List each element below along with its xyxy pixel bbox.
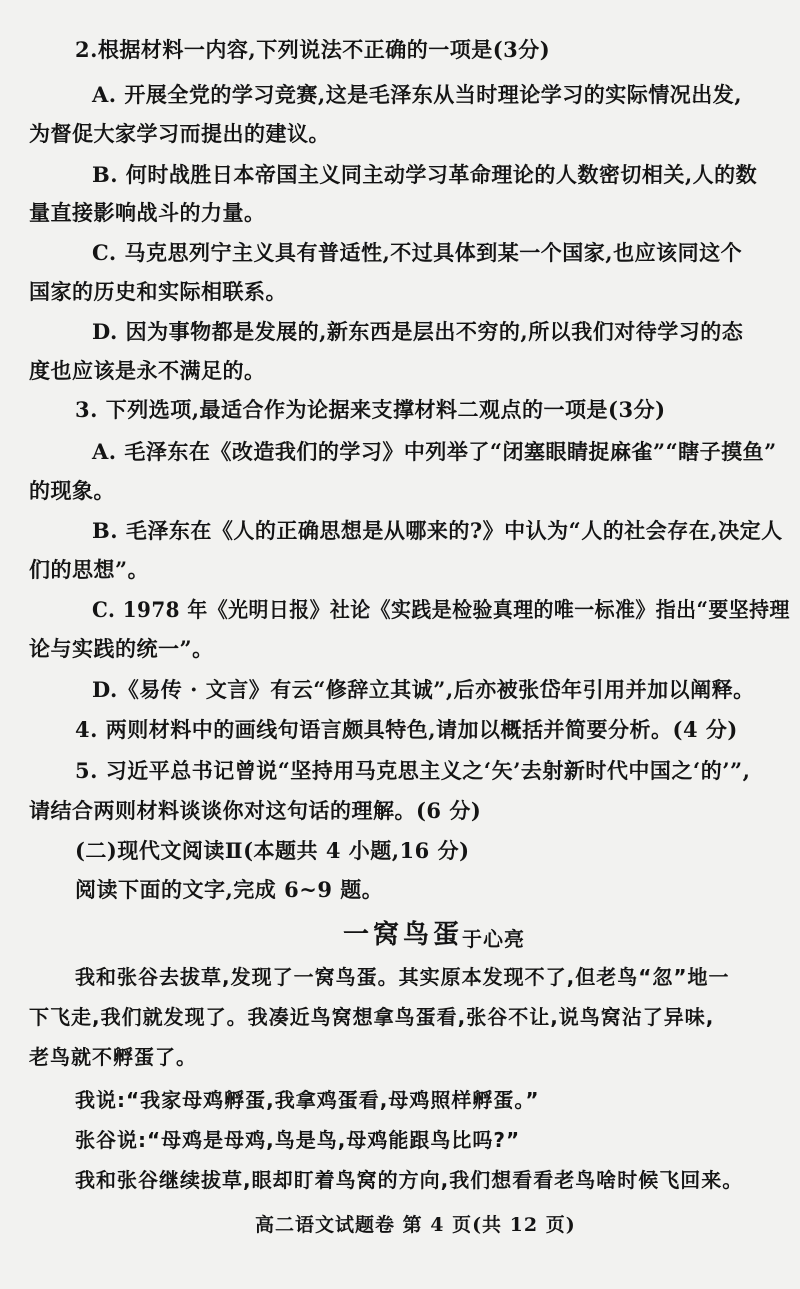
q3-option-a-line2: 的现象。 (29, 478, 115, 503)
page-footer: 高二语文试题卷 第 4 页(共 12 页) (255, 1214, 576, 1236)
q2-option-d-line1: D. 因为事物都是发展的,新东西是层出不穷的,所以我们对待学习的态 (92, 319, 744, 344)
q3-option-b-line2: 们的思想”。 (29, 557, 150, 582)
q3-option-c-line2: 论与实践的统一”。 (29, 636, 214, 661)
q2-option-a-line2: 为督促大家学习而提出的建议。 (29, 121, 330, 146)
story-author: 于心亮 (462, 927, 525, 951)
q3-option-b-line1: B. 毛泽东在《人的正确思想是从哪来的?》中认为“人的社会存在,决定人 (92, 518, 783, 543)
section-heading: (二)现代文阅读Ⅱ(本题共 4 小题,16 分) (75, 838, 470, 863)
story-paragraph-1-line1: 我和张谷去拔草,发现了一窝鸟蛋。其实原本发现不了,但老鸟“忽”地一 (75, 965, 730, 989)
story-title: 一窝鸟蛋 (343, 920, 464, 950)
question-3-stem: 3. 下列选项,最适合作为论据来支撑材料二观点的一项是(3分) (75, 397, 666, 422)
question-2-stem: 2.根据材料一内容,下列说法不正确的一项是(3分) (75, 37, 551, 62)
story-paragraph-2: 我说:“我家母鸡孵蛋,我拿鸡蛋看,母鸡照样孵蛋。” (75, 1088, 540, 1112)
q2-option-d-line2: 度也应该是永不满足的。 (29, 358, 266, 383)
q2-option-c-line2: 国家的历史和实际相联系。 (29, 279, 287, 304)
q2-option-b-line2: 量直接影响战斗的力量。 (29, 200, 266, 225)
q2-option-c-line1: C. 马克思列宁主义具有普适性,不过具体到某一个国家,也应该同这个 (92, 240, 743, 265)
story-paragraph-4-line1: 我和张谷继续拔草,眼却盯着鸟窝的方向,我们想看看老鸟啥时候飞回来。 (75, 1168, 744, 1192)
question-5-line1: 5. 习近平总书记曾说“坚持用马克思主义之‘矢’去射新时代中国之‘的’”, (75, 758, 751, 783)
story-paragraph-1-line2: 下飞走,我们就发现了。我凑近鸟窝想拿鸟蛋看,张谷不让,说鸟窝沾了异味, (29, 1005, 715, 1029)
q2-option-a-line1: A. 开展全党的学习竞赛,这是毛泽东从当时理论学习的实际情况出发, (92, 82, 743, 107)
question-5-line2: 请结合两则材料谈谈你对这句话的理解。(6 分) (29, 798, 482, 823)
question-4: 4. 两则材料中的画线句语言颇具特色,请加以概括并简要分析。(4 分) (75, 717, 738, 742)
q3-option-a-line1: A. 毛泽东在《改造我们的学习》中列举了“闭塞眼睛捉麻雀”“瞎子摸鱼” (92, 439, 777, 464)
q3-option-c-line1: C. 1978 年《光明日报》社论《实践是检验真理的唯一标准》指出“要坚持理 (92, 597, 790, 622)
story-paragraph-1-line3: 老鸟就不孵蛋了。 (29, 1045, 197, 1069)
q2-option-b-line1: B. 何时战胜日本帝国主义同主动学习革命理论的人数密切相关,人的数 (92, 162, 758, 187)
story-paragraph-3: 张谷说:“母鸡是母鸡,鸟是鸟,母鸡能跟鸟比吗?” (75, 1128, 521, 1152)
q3-option-d: D.《易传 · 文言》有云“修辞立其诚”,后亦被张岱年引用并加以阐释。 (92, 677, 755, 702)
reading-instruction: 阅读下面的文字,完成 6~9 题。 (75, 877, 384, 902)
